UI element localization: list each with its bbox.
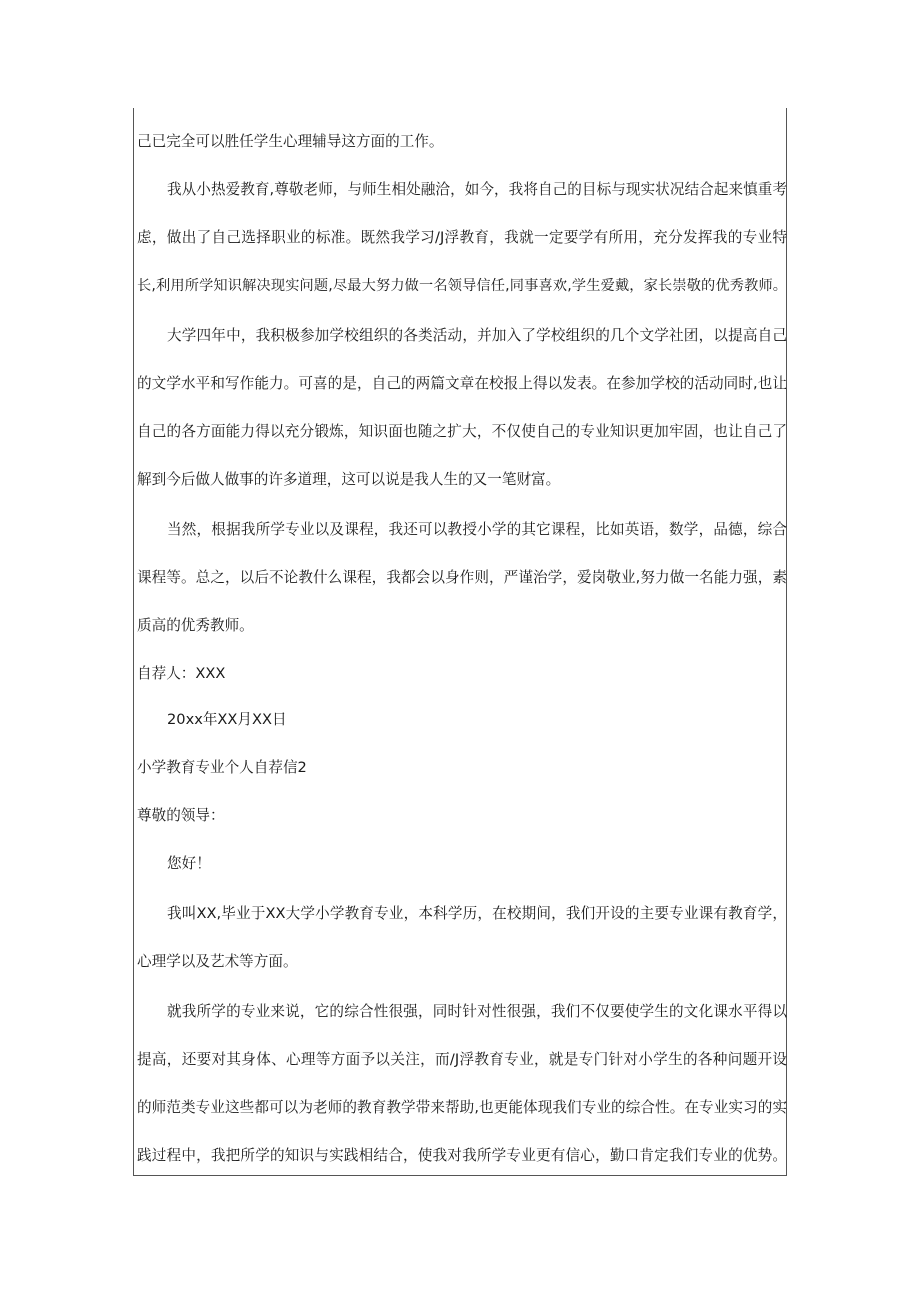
text-line: 心理学以及艺术等方面。 (137, 953, 298, 970)
text-line: 的师范类专业这些都可以为老师的教育教学带来帮助,也更能体现我们专业的综合性。在专业实习的实 (137, 1099, 787, 1116)
greeting: 您好！ (167, 855, 211, 872)
text-line: 就我所学的专业来说，它的综合性很强，同时针对性很强，我们不仅要使学生的文化课水平得以 (167, 1003, 787, 1020)
text-line: 虑，做出了自己选择职业的标准。既然我学习/J浮教育，我就一定要学有所用，充分发挥我的专业特 (137, 229, 787, 246)
text-line: 当然，根据我所学专业以及课程，我还可以教授小学的其它课程，比如英语，数学，品德，综合 (167, 521, 787, 538)
salutation: 尊敬的领导： (137, 807, 225, 824)
text-line: 质高的优秀教师。 (137, 617, 254, 634)
letter-title: 小学教育专业个人自荐信2 (137, 759, 307, 776)
text-line: 我叫XX,毕业于XX大学小学教育专业，本科学历，在校期间，我们开设的主要专业课有教育学， (167, 905, 787, 922)
text-line: 我从小热爱教育,尊敬老师，与师生相处融洽，如今，我将自己的目标与现实状况结合起来慎重考 (167, 181, 787, 198)
text-line: 的文学水平和写作能力。可喜的是，自己的两篇文章在校报上得以发表。在参加学校的活动同时,也让 (137, 375, 787, 392)
date-line: 20xx年XX月XX日 (167, 711, 287, 728)
text-line: 己已完全可以胜任学生心理辅导这方面的工作。 (137, 133, 444, 150)
signature-line: 自荐人：XXX (137, 665, 226, 682)
text-line: 大学四年中，我积极参加学校组织的各类活动，并加入了学校组织的几个文学社团，以提高自己 (167, 327, 787, 344)
text-line: 自己的各方面能力得以充分锻炼，知识面也随之扩大，不仅使自己的专业知识更加牢固，也让自己了 (137, 423, 787, 440)
text-line: 课程等。总之，以后不论教什么课程，我都会以身作则，严谨治学，爱岗敬业,努力做一名能力强，素 (137, 569, 787, 586)
text-line: 践过程中，我把所学的知识与实践相结合，使我对我所学专业更有信心，勤口肯定我们专业的优势。 (137, 1147, 787, 1164)
text-line: 长,利用所学知识解决现实问题,尽最大努力做一名领导信任,同事喜欢,学生爱戴，家长崇敬的优秀教师。 (137, 278, 787, 294)
text-line: 提高，还要对其身体、心理等方面予以关注，而/J浮教育专业，就是专门针对小学生的各种问题开设 (137, 1051, 787, 1068)
text-line: 解到今后做人做事的许多道理，这可以说是我人生的又一笔财富。 (137, 471, 561, 488)
